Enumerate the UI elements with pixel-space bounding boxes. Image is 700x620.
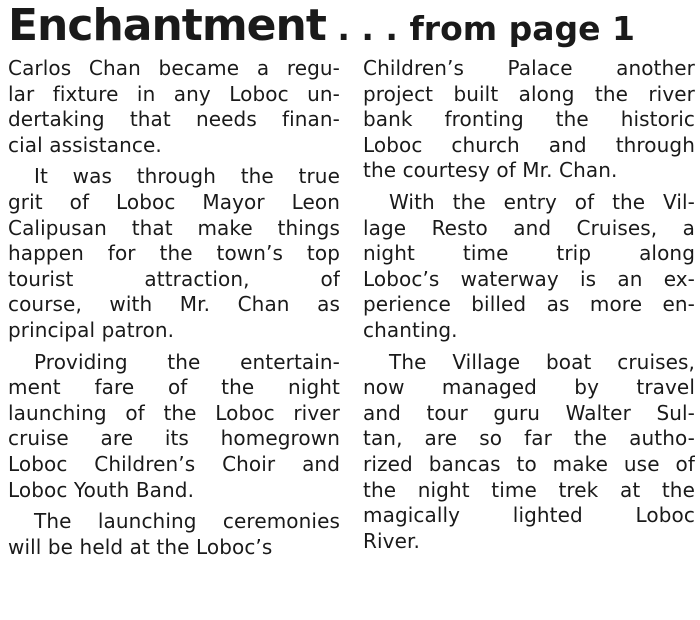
text-line: the night time trek at the	[363, 477, 695, 502]
text-line: launching of the Loboc river	[8, 400, 340, 425]
paragraph	[8, 164, 340, 343]
text-line: Carlos Chan became a regu-	[8, 56, 340, 80]
text-line: Loboc’s waterway is an ex-	[363, 266, 695, 291]
text-line: cial assistance.	[8, 132, 162, 157]
paragraph	[363, 350, 695, 555]
text-line: and tour guru Walter Sul-	[363, 400, 695, 425]
article-body	[0, 56, 700, 616]
text-line: grit of Loboc Mayor Leon	[8, 189, 340, 214]
text-line: The Village boat cruises,	[389, 349, 695, 374]
text-line: Children’s Palace another	[363, 56, 695, 80]
text-line: Providing the entertain-	[34, 349, 340, 374]
paragraph	[363, 56, 695, 184]
text-line: chanting.	[363, 317, 458, 342]
text-line: magically lighted Loboc	[363, 503, 695, 528]
text-line: bank fronting the historic	[363, 107, 695, 132]
text-line: The launching ceremonies	[34, 509, 340, 534]
left-column	[8, 56, 340, 560]
paragraph	[8, 509, 340, 560]
paragraph	[8, 56, 340, 158]
text-line: project built along the river	[363, 81, 695, 106]
text-line: tan, are so far the autho-	[363, 426, 695, 451]
text-line: principal patron.	[8, 317, 175, 342]
text-line: Loboc Children’s Choir and	[8, 451, 340, 476]
paragraph	[8, 350, 340, 504]
text-line: will be held at the Loboc’s	[8, 534, 273, 559]
text-line: tourist attraction, of	[8, 266, 340, 291]
text-line: Loboc church and through	[363, 132, 695, 157]
text-line: Loboc Youth Band.	[8, 477, 195, 502]
text-line: lar fixture in any Loboc un-	[8, 81, 340, 106]
text-line: perience billed as more en-	[363, 292, 695, 317]
text-line: ment fare of the night	[8, 375, 340, 400]
headline-continued-from: . . . from page 1	[325, 9, 635, 48]
headline-title: Enchantment	[8, 0, 326, 51]
text-line: rized bancas to make use of	[363, 451, 695, 476]
text-line: It was through the true	[34, 164, 340, 189]
text-line: cruise are its homegrown	[8, 426, 340, 451]
text-line: course, with Mr. Chan as	[8, 292, 340, 317]
text-line: River.	[363, 528, 420, 553]
text-line: now managed by travel	[363, 375, 695, 400]
text-line: Calipusan that make things	[8, 215, 340, 240]
text-line: the courtesy of Mr. Chan.	[363, 158, 618, 183]
text-line: night time trip along	[363, 241, 695, 266]
headline	[8, 0, 692, 52]
right-column	[363, 56, 695, 554]
text-line: With the entry of the Vil-	[389, 189, 695, 214]
text-line: lage Resto and Cruises, a	[363, 215, 695, 240]
paragraph	[363, 190, 695, 344]
text-line: happen for the town’s top	[8, 241, 340, 266]
text-line: dertaking that needs finan-	[8, 107, 340, 132]
